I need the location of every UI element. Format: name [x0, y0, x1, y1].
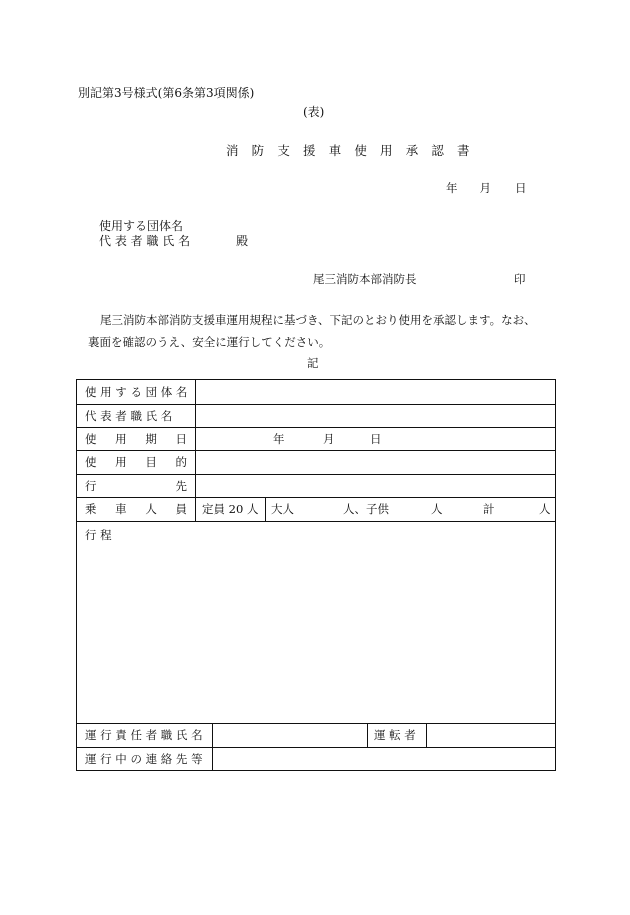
destination-label-char: 先: [175, 478, 187, 493]
itinerary-label: 行 程: [85, 528, 112, 542]
issuer-name: 尾三消防本部消防長: [313, 272, 417, 286]
body-line-2: 裏面を確認のうえ、安全に運行してください。: [88, 335, 331, 349]
column-divider: [195, 450, 196, 474]
purpose-label-char: 用: [115, 455, 127, 469]
period-label-char: 使: [85, 431, 97, 446]
date-day: 日: [515, 181, 527, 195]
passengers-label: [85, 497, 187, 521]
rep-name-label: 代 表 者 職 氏 名: [85, 408, 173, 423]
capacity-label: 定員 20 人: [202, 502, 259, 516]
column-divider: [265, 497, 266, 521]
passengers-label-char: 員: [175, 502, 187, 516]
children-unit: 人: [431, 502, 443, 516]
column-divider: [195, 427, 196, 450]
issue-date: [446, 180, 527, 196]
seal-mark: 印: [514, 272, 526, 286]
table-row-org: [77, 380, 555, 405]
column-divider: [367, 723, 368, 747]
driver-manager-label: 運 行 責 任 者 職 氏 名: [85, 728, 203, 742]
document-title: 消 防 支 援 車 使 用 承 認 書: [226, 143, 475, 158]
form-number: 別記第3号様式(第6条第3項関係): [78, 86, 255, 100]
period-month: 月: [323, 431, 335, 446]
approval-table: [76, 379, 556, 771]
total-label: 計: [483, 502, 495, 516]
period-label-char: 日: [175, 431, 187, 446]
purpose-label: [85, 450, 187, 474]
passengers-label-char: 乗: [85, 502, 97, 516]
side-label: (表): [303, 105, 325, 119]
period-day: 日: [370, 431, 382, 446]
body-text: [88, 309, 562, 353]
passengers-label-char: 人: [145, 502, 157, 516]
table-row-itinerary: [77, 521, 555, 724]
total-unit: 人: [539, 502, 551, 516]
period-year: 年: [273, 431, 285, 446]
addressee-block: [99, 219, 248, 249]
column-divider: [212, 747, 213, 770]
date-year: 年: [446, 181, 458, 195]
column-divider: [195, 474, 196, 497]
table-row-driver: [77, 723, 555, 748]
honorific: 殿: [236, 234, 249, 248]
period-label-char: 期: [145, 431, 157, 446]
table-row-destination: [77, 474, 555, 498]
addressee-rep-row: [99, 234, 248, 249]
table-row-purpose: [77, 450, 555, 475]
table-row-passengers: [77, 497, 555, 522]
column-divider: [195, 404, 196, 427]
purpose-label-char: 的: [175, 455, 187, 469]
ki-heading: 記: [307, 356, 319, 370]
contact-label: 運 行 中 の 連 絡 先 等: [85, 751, 203, 766]
destination-label: [85, 474, 187, 497]
period-label: [85, 427, 187, 450]
period-label-char: 用: [115, 431, 127, 446]
driver-label: 運 転 者: [374, 728, 416, 742]
column-divider: [195, 380, 196, 404]
table-row-rep: [77, 404, 555, 428]
column-divider: [426, 723, 427, 747]
destination-label-char: 行: [85, 478, 97, 493]
column-divider: [195, 497, 196, 521]
purpose-label-char: 使: [85, 455, 97, 469]
org-name-label: 使 用 す る 団 体 名: [85, 385, 188, 399]
purpose-label-char: 目: [145, 455, 157, 469]
adults-unit-children-label: 人、子供: [343, 502, 389, 516]
body-line-1: 尾三消防本部消防支援車運用規程に基づき、下記のとおり使用を承認します。なお、: [100, 313, 536, 327]
passengers-label-char: 車: [115, 502, 127, 516]
addressee-org-label: 使用する団体名: [99, 219, 184, 233]
table-row-period: [77, 427, 555, 451]
table-row-contact: [77, 747, 555, 770]
adults-label: 大人: [271, 502, 294, 516]
column-divider: [212, 723, 213, 747]
addressee-rep-label: 代 表 者 職 氏 名: [99, 234, 191, 248]
date-month: 月: [479, 181, 491, 195]
